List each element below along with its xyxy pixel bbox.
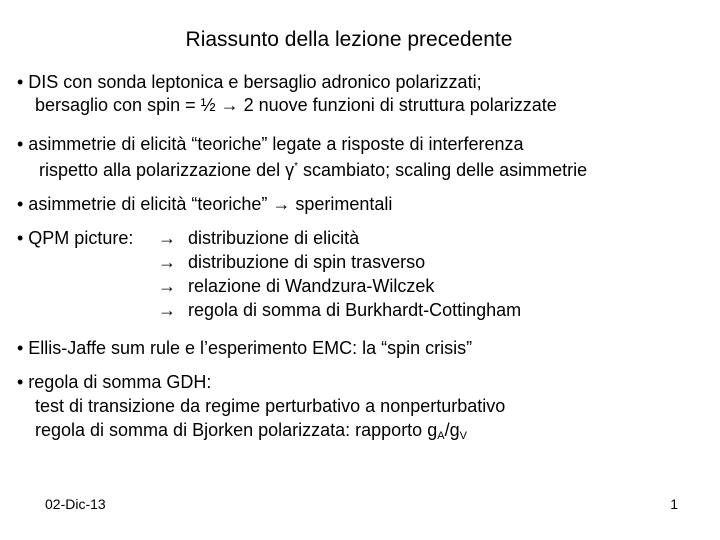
subscript-a: A	[437, 430, 445, 442]
qpm-row-1	[17, 226, 521, 250]
bullet-asym-exp	[17, 192, 392, 216]
bullet-dis-line1: • DIS con sonda leptonica e bersaglio adronico polarizzati;	[17, 72, 482, 92]
arrow-icon: →	[158, 228, 176, 248]
arrow-icon: →	[158, 300, 176, 320]
bullet-dis-line2: bersaglio con spin = ½ → 2 nuove funzioni di struttura polarizzate	[35, 95, 557, 115]
bullet-asym-theory	[17, 132, 587, 181]
bullet-ellis-jaffe	[17, 336, 472, 360]
bullet-asym-line2-b: scambiato; scaling delle asimmetrie	[298, 160, 588, 180]
slide-title: Riassunto della lezione precedente	[185, 28, 513, 51]
gamma-star: *	[294, 161, 299, 172]
qpm-item: relazione di Wandzura-Wilczek	[188, 276, 435, 296]
bullet-gdh-line2: test di transizione da regime perturbativo a nonperturbativo	[35, 396, 506, 416]
bullet-asym-line2	[17, 156, 587, 181]
bullet-qpm	[17, 226, 521, 322]
slash-g: /g	[444, 420, 460, 440]
arrow-icon: →	[158, 276, 176, 296]
qpm-item: regola di somma di Burkhardt-Cottingham	[188, 300, 522, 320]
qpm-row-4	[17, 298, 521, 322]
qpm-item: distribuzione di spin trasverso	[188, 252, 426, 272]
bullet-ellis-jaffe-line1: • Ellis-Jaffe sum rule e l’esperimento EMC: la “spin crisis”	[17, 338, 473, 358]
bjorken-text: regola di somma di Bjorken polarizzata: rapporto g	[35, 420, 438, 440]
subscript-v: V	[459, 430, 467, 442]
bullet-gdh-line1: • regola di somma GDH:	[17, 372, 212, 392]
qpm-label: • QPM picture:	[17, 228, 134, 248]
bullet-asym-exp-line1: • asimmetrie di elicità “teoriche” → sperimentali	[17, 194, 393, 214]
qpm-row-3	[17, 274, 521, 298]
bullet-asym-line2-a: rispetto alla polarizzazione del	[39, 160, 286, 180]
footer-date: 02-Dic-13	[45, 496, 106, 512]
bullet-gdh	[17, 370, 505, 442]
bullet-dis	[17, 70, 557, 116]
gamma-symbol: γ	[285, 160, 295, 180]
bullet-gdh-line3	[17, 418, 505, 442]
arrow-icon: →	[158, 252, 176, 272]
page-number: 1	[670, 496, 678, 512]
qpm-item: distribuzione di elicità	[188, 228, 360, 248]
qpm-row-2	[17, 250, 521, 274]
bullet-asym-line1: • asimmetrie di elicità “teoriche” legate a risposte di interferenza	[17, 134, 524, 154]
